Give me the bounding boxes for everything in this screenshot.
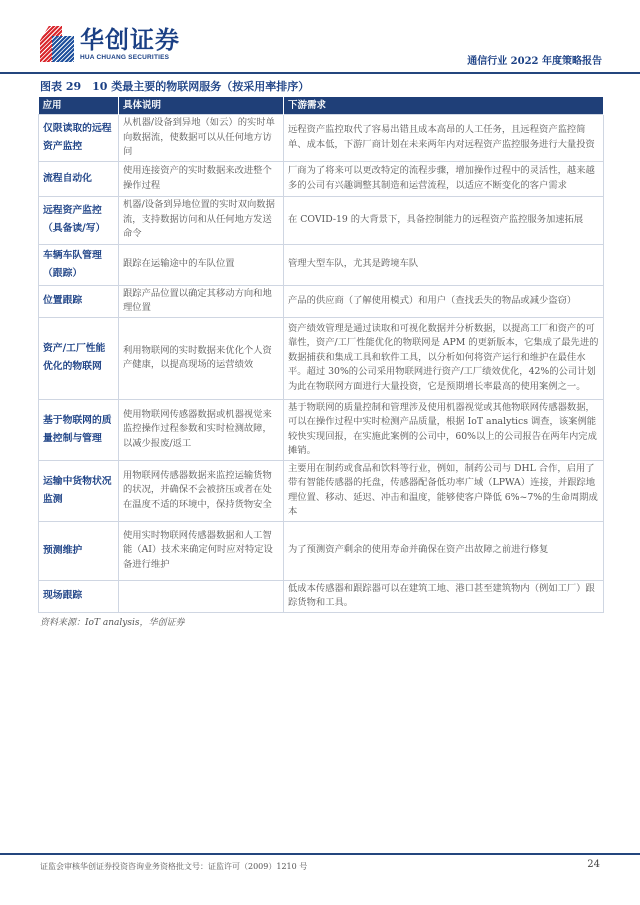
table-row bbox=[39, 521, 604, 580]
footer-divider bbox=[0, 853, 640, 855]
app-cell: 远程资产监控（具备读/写） bbox=[39, 196, 119, 244]
app-cell: 基于物联网的质量控制与管理 bbox=[39, 399, 119, 460]
desc-cell: 从机器/设备到异地（如云）的实时单向数据流，使数据可以从任何地方访问 bbox=[119, 115, 284, 162]
app-cell: 位置跟踪 bbox=[39, 285, 119, 317]
table-row bbox=[39, 317, 604, 399]
desc-cell: 用物联网传感器数据来监控运输货物的状况，并确保不会被挤压或者在处在温度不适的环境中，保持货物安全 bbox=[119, 460, 284, 521]
app-cell: 车辆车队管理（跟踪） bbox=[39, 244, 119, 285]
table-row bbox=[39, 285, 604, 317]
figure-title: 图表 29 10 类最主要的物联网服务（按采用率排序） bbox=[40, 80, 310, 93]
demand-cell: 基于物联网的质量控制和管理涉及使用机器视觉或其他物联网传感器数据，可以在操作过程中实时检测产品质量，根据 IoT analytics 调查，该案例能较快实现回报，在实施此案例的公司中，60%以上的公司报告在两年内完成摊销。 bbox=[284, 399, 604, 460]
app-cell: 现场跟踪 bbox=[39, 580, 119, 612]
report-title: 通信行业 2022 年度策略报告 bbox=[467, 56, 602, 67]
demand-cell: 产品的供应商（了解使用模式）和用户（查找丢失的物品或减少盗窃） bbox=[284, 285, 604, 317]
table-row bbox=[39, 580, 604, 612]
table-row bbox=[39, 196, 604, 244]
desc-cell: 使用连接资产的实时数据来改进整个操作过程 bbox=[119, 161, 284, 196]
logo-cn: 华创证券 bbox=[80, 25, 180, 54]
app-cell: 运输中货物状况监测 bbox=[39, 460, 119, 521]
col-header: 应用 bbox=[39, 97, 119, 115]
table-row bbox=[39, 399, 604, 460]
app-cell: 资产/工厂性能优化的物联网 bbox=[39, 317, 119, 399]
demand-cell: 在 COVID-19 的大背景下，具备控制能力的远程资产监控服务加速拓展 bbox=[284, 196, 604, 244]
iot-services-table bbox=[38, 97, 604, 613]
demand-cell: 管理大型车队，尤其是跨境车队 bbox=[284, 244, 604, 285]
company-logo bbox=[40, 26, 180, 62]
logo-mark-icon bbox=[40, 26, 74, 62]
table-row bbox=[39, 244, 604, 285]
figure-content bbox=[38, 97, 603, 629]
app-cell: 仅限读取的远程资产监控 bbox=[39, 115, 119, 162]
table-row bbox=[39, 115, 604, 162]
header-divider bbox=[0, 72, 640, 74]
demand-cell: 低成本传感器和跟踪器可以在建筑工地、港口甚至建筑物内（例如工厂）跟踪货物和工具。 bbox=[284, 580, 604, 612]
demand-cell: 厂商为了将来可以更改特定的流程步骤，增加操作过程中的灵活性，越来越多的公司有兴趣调整其制造和运营流程，以适应不断变化的客户需求 bbox=[284, 161, 604, 196]
desc-cell: 跟踪在运输途中的车队位置 bbox=[119, 244, 284, 285]
desc-cell: 机器/设备到异地位置的实时双向数据流，支持数据访问和从任何地方发送命令 bbox=[119, 196, 284, 244]
desc-cell bbox=[119, 580, 284, 612]
col-header: 具体说明 bbox=[119, 97, 284, 115]
desc-cell: 使用实时物联网传感器数据和人工智能（AI）技术来确定何时应对特定设备进行维护 bbox=[119, 521, 284, 580]
page-number: 24 bbox=[587, 859, 600, 870]
desc-cell: 跟踪产品位置以确定其移动方向和地理位置 bbox=[119, 285, 284, 317]
demand-cell: 为了预测资产剩余的使用寿命并确保在资产出故障之前进行修复 bbox=[284, 521, 604, 580]
demand-cell: 远程资产监控取代了容易出错且成本高昂的人工任务，且远程资产监控简单、成本低，下游厂商计划在未来两年内对远程资产监控服务进行大量投资 bbox=[284, 115, 604, 162]
table-row bbox=[39, 161, 604, 196]
logo-en: HUA CHUANG SECURITIES bbox=[80, 53, 170, 61]
app-cell: 流程自动化 bbox=[39, 161, 119, 196]
table-row bbox=[39, 460, 604, 521]
col-header: 下游需求 bbox=[284, 97, 604, 115]
footer-license: 证监会审核华创证券投资咨询业务资格批文号：证监许可（2009）1210 号 bbox=[40, 862, 308, 871]
source-note: 资料来源：IoT analysis，华创证券 bbox=[40, 617, 185, 628]
app-cell: 预测维护 bbox=[39, 521, 119, 580]
table-header-row bbox=[39, 97, 604, 115]
desc-cell: 使用物联网传感器数据或机器视觉来监控操作过程参数和实时检测故障，以减少报废/返工 bbox=[119, 399, 284, 460]
demand-cell: 资产绩效管理是通过读取和可视化数据并分析数据，以提高工厂和资产的可靠性，资产/工厂性能优化的物联网是 APM 的更新版本，它集成了最先进的数据捕获和集成工具和软件工具，以分析如何将资产运行和维护在最佳水平。超过 30%的公司采用物联网进行资产/工厂绩效优化，42%的公司计划为此在物联网方面进行大量投资，它是预期增长率最高的使用案例之一。 bbox=[284, 317, 604, 399]
desc-cell: 利用物联网的实时数据来优化个人资产健康，以提高现场的运营绩效 bbox=[119, 317, 284, 399]
demand-cell: 主要用在制药或食品和饮料等行业，例如，制药公司与 DHL 合作，启用了带有智能传感器的托盘，传感器配备低功率广域（LPWA）连接，并跟踪地理位置、移动、延迟、冲击和温度，能够使客户降低 6%~7%的生命周期成本 bbox=[284, 460, 604, 521]
